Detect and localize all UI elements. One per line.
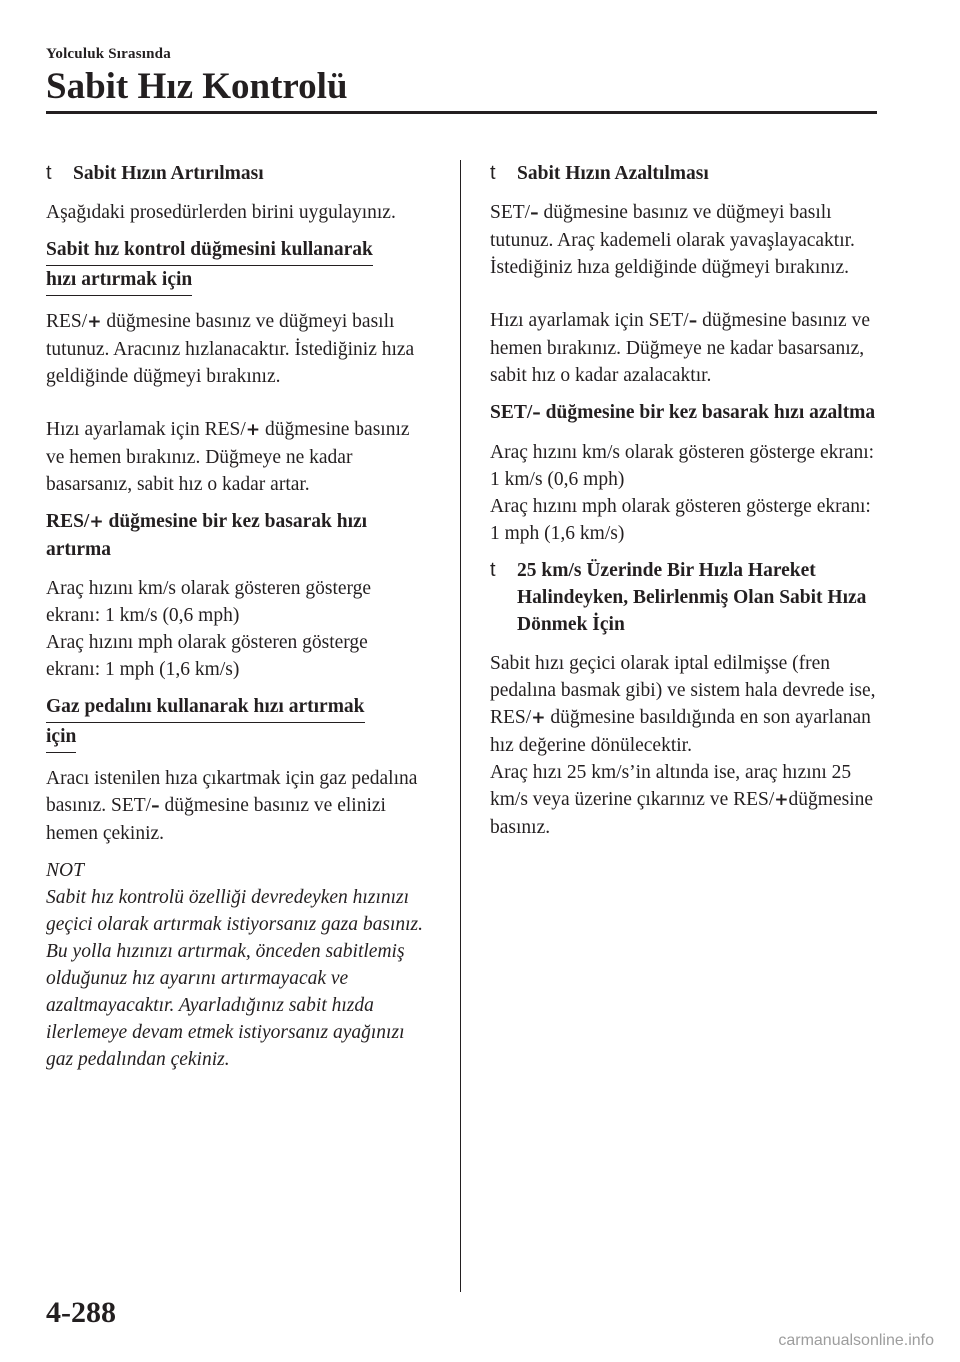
note-block xyxy=(46,857,426,1073)
paragraph xyxy=(46,765,426,847)
header-rule xyxy=(46,111,877,114)
bullet-icon: t xyxy=(46,162,52,184)
column-divider xyxy=(460,160,461,1292)
paragraph: Aşağıdaki prosedürlerden birini uygulayınız. xyxy=(46,202,396,223)
paragraph xyxy=(490,199,880,281)
text-segment: düğmesine basınız ve elinizi hemen çekiniz. xyxy=(46,795,386,844)
minus-icon: – xyxy=(151,796,160,816)
text-segment: düğmesine basınız ve hemen bırakınız. Düğmeye ne kadar basarsanız, sabit hız o kadar artar. xyxy=(46,419,410,495)
paragraph xyxy=(490,439,880,493)
page-number: 4-288 xyxy=(46,1296,116,1329)
paragraph xyxy=(46,308,426,390)
paragraph xyxy=(490,759,880,841)
subheading-line: için xyxy=(46,723,76,753)
heading-resume-speed xyxy=(490,557,880,638)
right-column xyxy=(490,160,880,851)
left-column xyxy=(46,160,426,1073)
minus-icon: – xyxy=(688,311,698,331)
heading-text: 25 km/s Üzerinde Bir Hızla Hareket Halindeyken, Belirlenmiş Olan Sabit Hıza Dönmek İçin xyxy=(517,560,867,635)
subheading-line: Sabit hız kontrol düğmesini kullanarak xyxy=(46,236,373,266)
text-segment: düğmesine basıldığında en son ayarlanan hız değerine dönülecektir. xyxy=(490,707,871,756)
text-segment: Araç hızını mph olarak gösteren gösterge ekranı: 1 mph (1,6 km/s) xyxy=(490,496,871,544)
text-segment: Araç hızını km/s olarak gösteren gösterge ekranı: 1 km/s (0,6 mph) xyxy=(46,578,372,626)
subheading-accelerator xyxy=(46,693,426,753)
text-segment: Araç hızını km/s olarak gösteren gösterge ekranı: 1 km/s (0,6 mph) xyxy=(490,442,875,490)
text-segment: Araç hızı 25 km/s’in altında ise, araç hızını 25 km/s veya üzerine çıkarınız ve RES/ xyxy=(490,762,852,810)
paragraph xyxy=(490,650,880,759)
heading-decrease-speed xyxy=(490,160,880,187)
watermark-link[interactable]: carmanualsonline.info xyxy=(778,1332,934,1349)
text-segment: Araç hızını mph olarak gösteren gösterge ekranı: 1 mph (1,6 km/s) xyxy=(46,632,368,680)
paragraph xyxy=(46,629,426,683)
subheading-line: Gaz pedalını kullanarak hızı artırmak xyxy=(46,693,365,723)
text-segment: Aracı istenilen hıza çıkartmak için gaz pedalına basınız. SET/ xyxy=(46,768,418,816)
plus-icon: + xyxy=(531,708,546,728)
page-header xyxy=(46,46,876,108)
text-segment: SET/ xyxy=(490,402,533,423)
text-segment: düğmesine basınız ve hemen bırakınız. Düğmeye ne kadar basarsanız, sabit hız o kadar azalacaktır. xyxy=(490,310,870,386)
heading-text: Sabit Hızın Artırılması xyxy=(73,163,264,184)
text-segment: RES/ xyxy=(46,511,90,532)
bullet-icon: t xyxy=(490,162,496,184)
subheading-res-once xyxy=(46,508,426,563)
section-label: Yolculuk Sırasında xyxy=(46,46,171,62)
page-title: Sabit Hız Kontrolü xyxy=(46,66,348,107)
text-segment: SET/ xyxy=(490,202,531,223)
text-segment: düğmesine basınız. xyxy=(490,789,874,838)
subheading-set-once xyxy=(490,399,880,427)
text-segment: Sabit hızı geçici olarak iptal edilmişse (fren pedalına basmak gibi) ve sistem hala devrede ise, RES/ xyxy=(490,653,876,728)
subheading-cruise-switch xyxy=(46,236,426,296)
plus-icon: + xyxy=(87,312,102,332)
text-segment: düğmesine bir kez basarak hızı azaltma xyxy=(540,402,876,423)
heading-text: Sabit Hızın Azaltılması xyxy=(517,163,709,184)
minus-icon: – xyxy=(530,203,539,223)
text-segment: Hızı ayarlamak için SET/ xyxy=(490,310,689,331)
plus-icon: + xyxy=(89,512,104,532)
heading-increase-speed xyxy=(46,160,426,187)
note-text: Sabit hız kontrolü özelliği devredeyken hızınızı geçici olarak artırmak istiyorsanız gaza basınız. Bu yolla hızınızı artırmak, önceden sabitlemiş olduğunuz hız ayarını artırmayacak ve azaltmayacaktır. Ayarladığınız sabit hızda ilerlemeye devam etmek istiyorsanız ayağınızı gaz pedalından çekiniz. xyxy=(46,887,423,1070)
plus-icon: + xyxy=(774,790,789,810)
note-label: NOT xyxy=(46,860,84,881)
subheading-line: hızı artırmak için xyxy=(46,266,192,296)
text-segment: düğmesine basınız ve düğmeyi basılı tutunuz. Araç kademeli olarak yavaşlayacaktır. İstediğiniz hıza geldiğinde düğmeyi bırakınız. xyxy=(490,202,855,278)
paragraph xyxy=(490,307,880,389)
bullet-icon: t xyxy=(490,559,496,581)
plus-icon: + xyxy=(245,420,261,440)
paragraph xyxy=(46,575,426,629)
paragraph xyxy=(490,493,880,547)
text-segment: düğmesine bir kez basarak hızı artırma xyxy=(46,511,368,560)
text-segment: düğmesine basınız ve düğmeyi basılı tutunuz. Aracınız hızlanacaktır. İstediğiniz hıza geldiğinde düğmeyi bırakınız. xyxy=(46,311,415,387)
minus-icon: – xyxy=(532,403,541,423)
text-segment: RES/ xyxy=(46,311,88,332)
paragraph xyxy=(46,416,426,498)
text-segment: Hızı ayarlamak için RES/ xyxy=(46,419,246,440)
